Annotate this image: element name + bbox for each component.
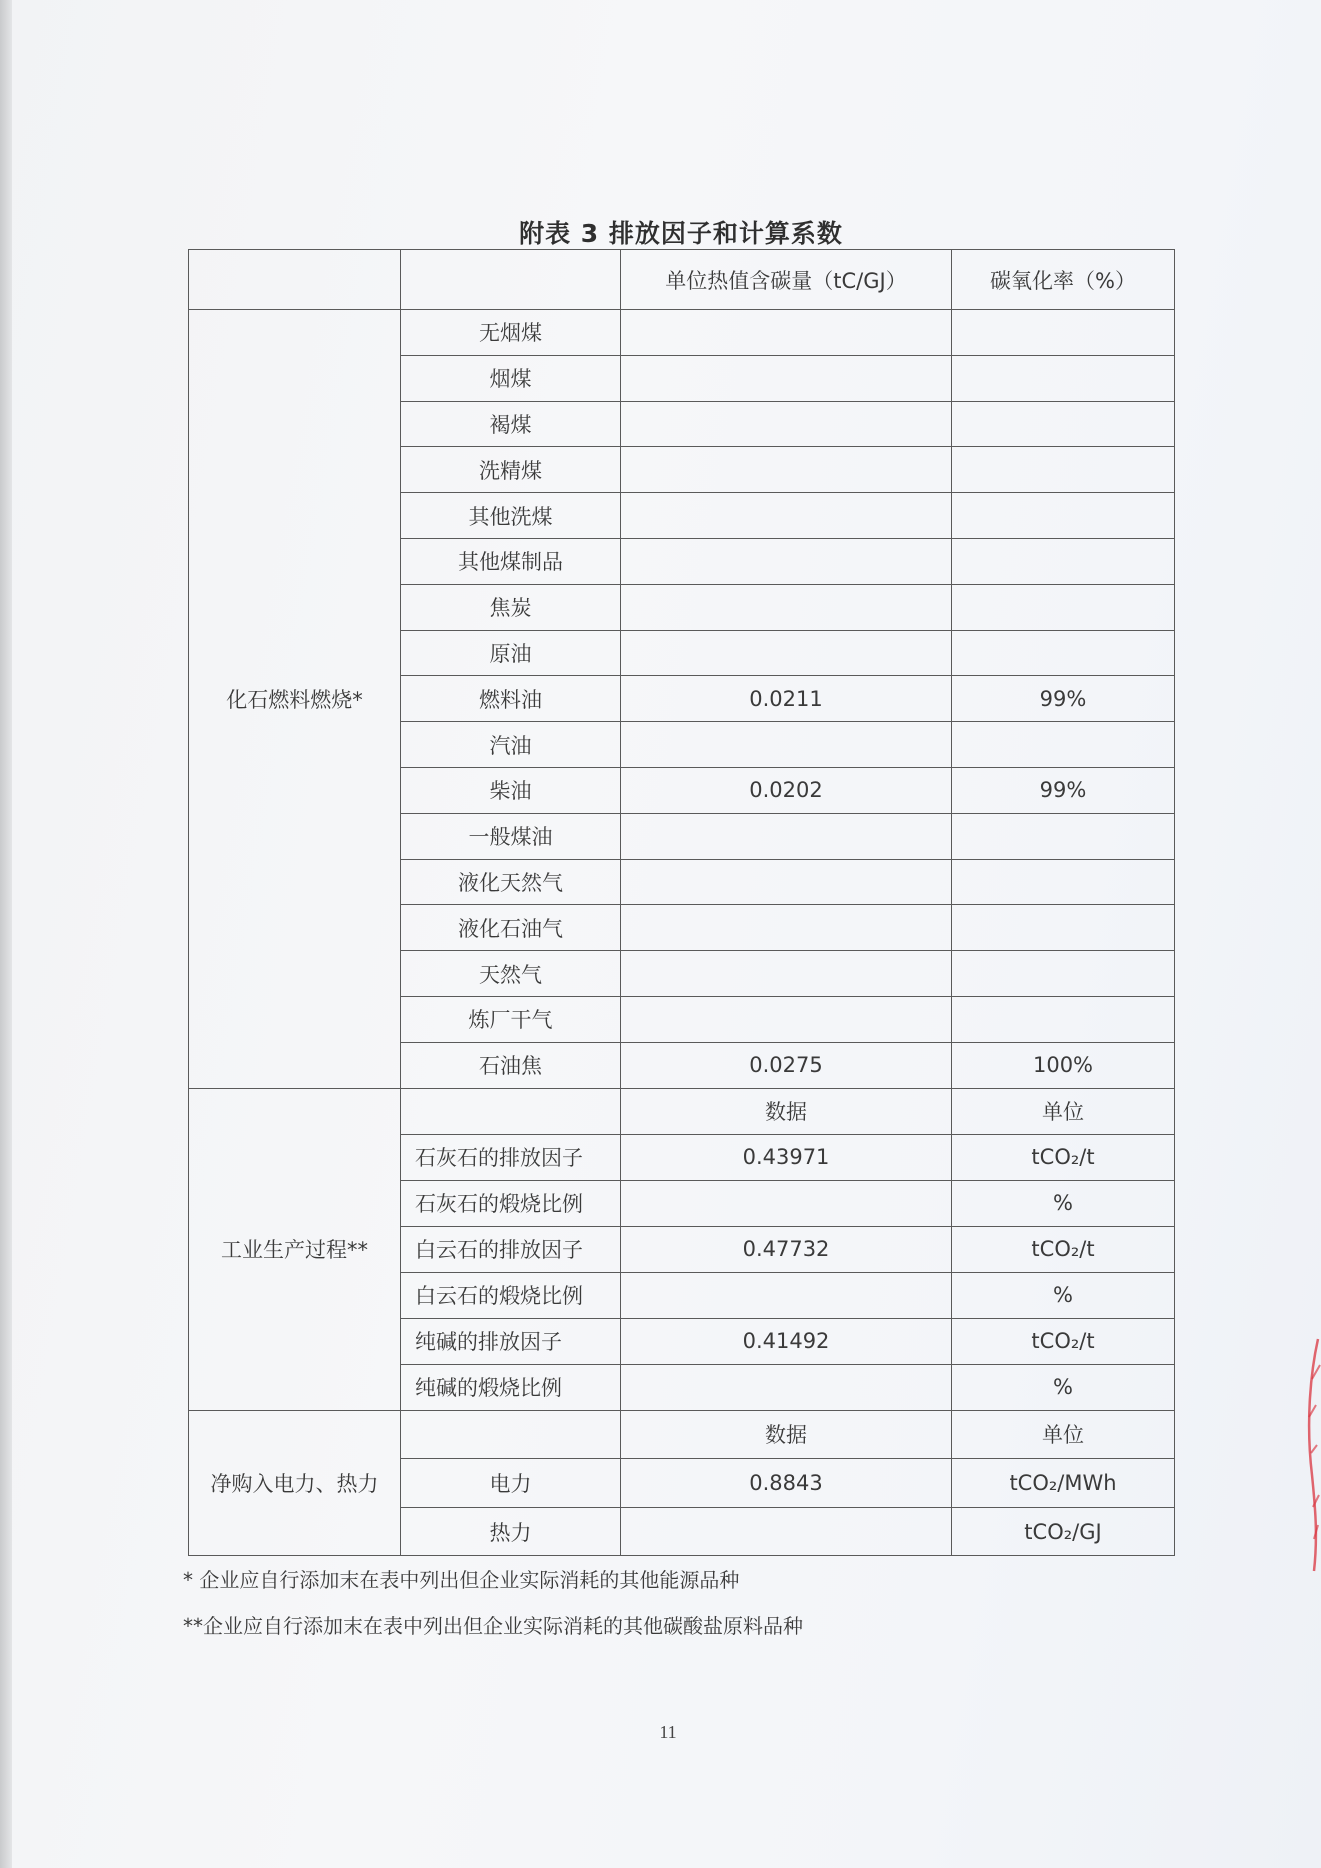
value-cell: 数据 [621, 1410, 952, 1459]
footnote-carbonate: **企业应自行添加末在表中列出但企业实际消耗的其他碳酸盐原料品种 [183, 1614, 803, 1638]
emission-factor-table [188, 249, 1175, 1556]
unit-cell [952, 859, 1175, 905]
row-label: 褐煤 [401, 401, 621, 447]
value-cell [621, 401, 952, 447]
value-cell [621, 355, 952, 401]
row-label: 焦炭 [401, 584, 621, 630]
table-row [189, 1410, 1175, 1459]
value-cell [621, 1364, 952, 1410]
unit-cell [952, 905, 1175, 951]
unit-cell [952, 996, 1175, 1042]
row-label: 白云石的排放因子 [401, 1226, 621, 1272]
value-cell [621, 1272, 952, 1318]
row-label: 天然气 [401, 951, 621, 997]
row-label: 纯碱的排放因子 [401, 1318, 621, 1364]
value-cell: 0.47732 [621, 1226, 952, 1272]
unit-cell [952, 310, 1175, 356]
value-cell [621, 584, 952, 630]
value-cell [621, 722, 952, 768]
row-label: 原油 [401, 630, 621, 676]
row-label: 洗精煤 [401, 447, 621, 493]
value-cell: 0.43971 [621, 1134, 952, 1180]
section-label-fossil-fuel-combustion: 化石燃料燃烧* [189, 310, 401, 1089]
unit-cell: 99% [952, 767, 1175, 813]
unit-cell: 99% [952, 676, 1175, 722]
row-label: 纯碱的煅烧比例 [401, 1364, 621, 1410]
footnote-energy: * 企业应自行添加末在表中列出但企业实际消耗的其他能源品种 [183, 1568, 740, 1592]
unit-cell: tCO₂/GJ [952, 1507, 1175, 1556]
value-cell: 0.0211 [621, 676, 952, 722]
table-row [189, 1088, 1175, 1134]
row-label: 热力 [401, 1507, 621, 1556]
value-cell [621, 996, 952, 1042]
row-label: 石灰石的煅烧比例 [401, 1180, 621, 1226]
value-cell [621, 447, 952, 493]
unit-cell [952, 538, 1175, 584]
row-label: 柴油 [401, 767, 621, 813]
row-label: 无烟煤 [401, 310, 621, 356]
unit-cell: % [952, 1364, 1175, 1410]
unit-cell [952, 447, 1175, 493]
unit-cell: tCO₂/t [952, 1318, 1175, 1364]
header-cell-item [401, 250, 621, 310]
header-cell-oxidation-rate: 碳氧化率（%） [952, 250, 1175, 310]
unit-cell [952, 630, 1175, 676]
unit-cell [952, 355, 1175, 401]
value-cell: 0.0275 [621, 1042, 952, 1088]
value-cell [621, 630, 952, 676]
unit-cell [952, 813, 1175, 859]
unit-cell [952, 722, 1175, 768]
header-cell-carbon-content: 单位热值含碳量（tC/GJ） [621, 250, 952, 310]
value-cell [621, 493, 952, 539]
table-row [189, 310, 1175, 356]
value-cell [621, 905, 952, 951]
section-label-purchased-power-heat: 净购入电力、热力 [189, 1410, 401, 1556]
unit-cell [952, 401, 1175, 447]
unit-cell: % [952, 1180, 1175, 1226]
unit-cell: tCO₂/t [952, 1226, 1175, 1272]
row-label [401, 1088, 621, 1134]
value-cell [621, 538, 952, 584]
row-label: 其他洗煤 [401, 493, 621, 539]
value-cell [621, 859, 952, 905]
unit-cell: 100% [952, 1042, 1175, 1088]
row-label: 烟煤 [401, 355, 621, 401]
unit-cell: 单位 [952, 1410, 1175, 1459]
table-body [189, 250, 1175, 1556]
unit-cell: tCO₂/t [952, 1134, 1175, 1180]
row-label: 白云石的煅烧比例 [401, 1272, 621, 1318]
scan-edge [0, 0, 12, 1868]
seal-fragment [1296, 1335, 1321, 1575]
page-number: 11 [659, 1722, 677, 1742]
row-label: 电力 [401, 1459, 621, 1508]
value-cell [621, 813, 952, 859]
value-cell: 0.41492 [621, 1318, 952, 1364]
row-label: 汽油 [401, 722, 621, 768]
row-label: 一般煤油 [401, 813, 621, 859]
row-label: 其他煤制品 [401, 538, 621, 584]
value-cell [621, 951, 952, 997]
unit-cell [952, 584, 1175, 630]
value-cell [621, 1180, 952, 1226]
row-label: 炼厂干气 [401, 996, 621, 1042]
row-label [401, 1410, 621, 1459]
row-label: 液化石油气 [401, 905, 621, 951]
unit-cell: 单位 [952, 1088, 1175, 1134]
value-cell: 0.8843 [621, 1459, 952, 1508]
unit-cell [952, 951, 1175, 997]
header-cell-category [189, 250, 401, 310]
section-label-industrial-process: 工业生产过程** [189, 1088, 401, 1410]
table-title: 附表 3 排放因子和计算系数 [519, 219, 843, 248]
row-label: 石油焦 [401, 1042, 621, 1088]
row-label: 液化天然气 [401, 859, 621, 905]
row-label: 石灰石的排放因子 [401, 1134, 621, 1180]
value-cell [621, 1507, 952, 1556]
unit-cell: tCO₂/MWh [952, 1459, 1175, 1508]
value-cell [621, 310, 952, 356]
value-cell: 数据 [621, 1088, 952, 1134]
table-header-row [189, 250, 1175, 310]
unit-cell: % [952, 1272, 1175, 1318]
value-cell: 0.0202 [621, 767, 952, 813]
row-label: 燃料油 [401, 676, 621, 722]
unit-cell [952, 493, 1175, 539]
